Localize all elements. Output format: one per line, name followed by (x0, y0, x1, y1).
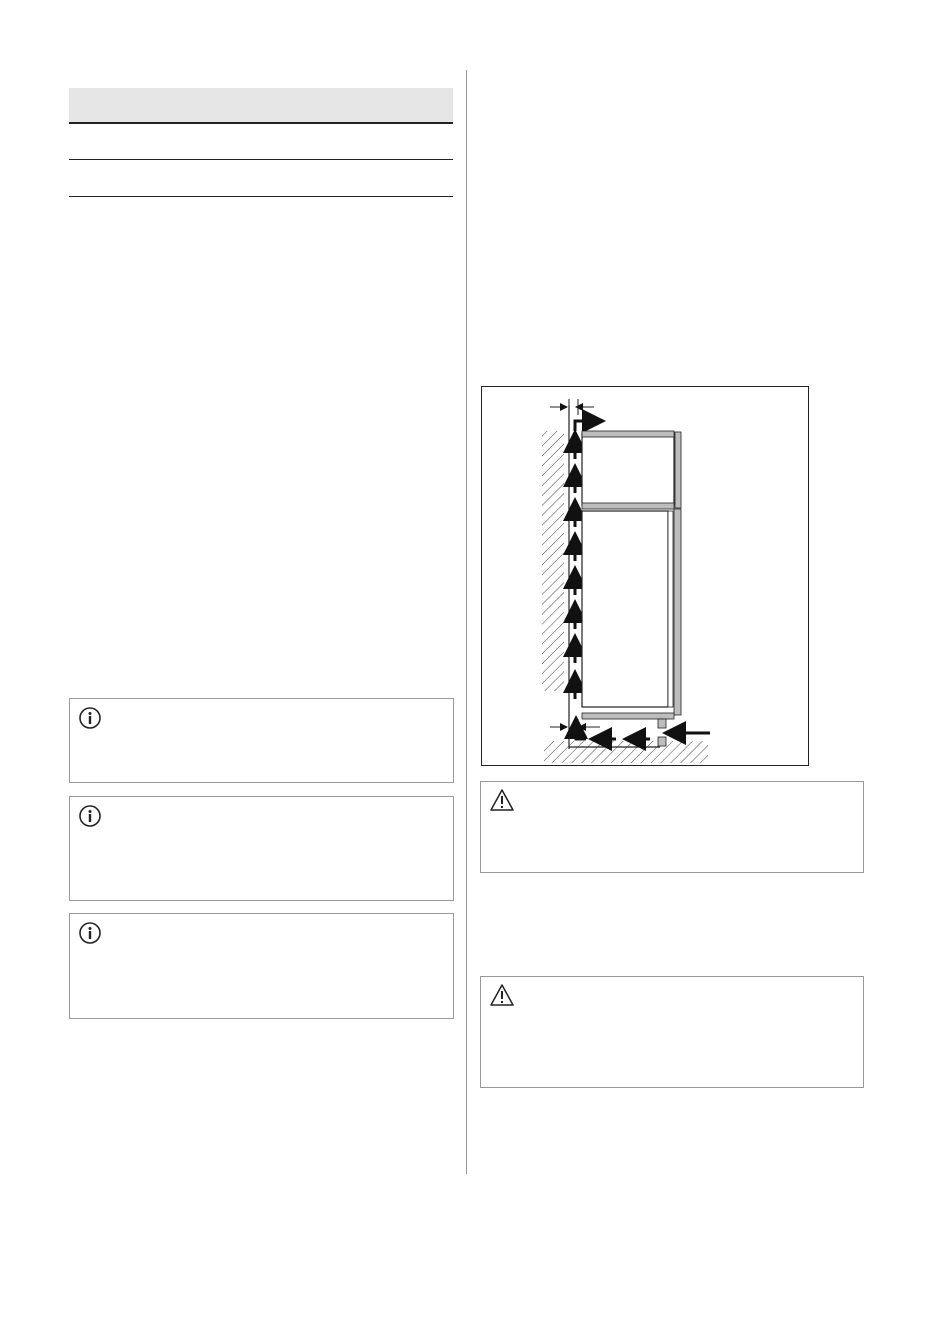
warning-triangle-icon (489, 983, 515, 1007)
ventilation-diagram-drawing (482, 387, 808, 765)
inlet-arrows (576, 727, 710, 739)
warning-triangle-icon (489, 788, 515, 812)
ventilation-diagram (481, 386, 809, 766)
wall-hatch (542, 431, 564, 691)
info-circle-icon (79, 707, 101, 729)
table-row (69, 124, 453, 160)
warning-note-1 (480, 781, 864, 873)
warning-note-2 (480, 976, 864, 1088)
outlet-arrow (575, 421, 594, 431)
fridge-cabinet (582, 511, 668, 707)
column-divider (466, 70, 467, 1174)
floor-hatch (544, 741, 708, 763)
info-note-2 (69, 796, 454, 901)
info-circle-icon (79, 805, 101, 827)
freezer-cabinet (582, 433, 674, 505)
fridge-door (674, 509, 681, 715)
info-circle-icon (79, 922, 101, 944)
info-note-1 (69, 698, 454, 783)
data-table (69, 88, 453, 197)
freezer-door (675, 432, 681, 508)
table-row (69, 160, 453, 197)
info-note-3 (69, 913, 454, 1019)
table-header-row (69, 88, 453, 124)
